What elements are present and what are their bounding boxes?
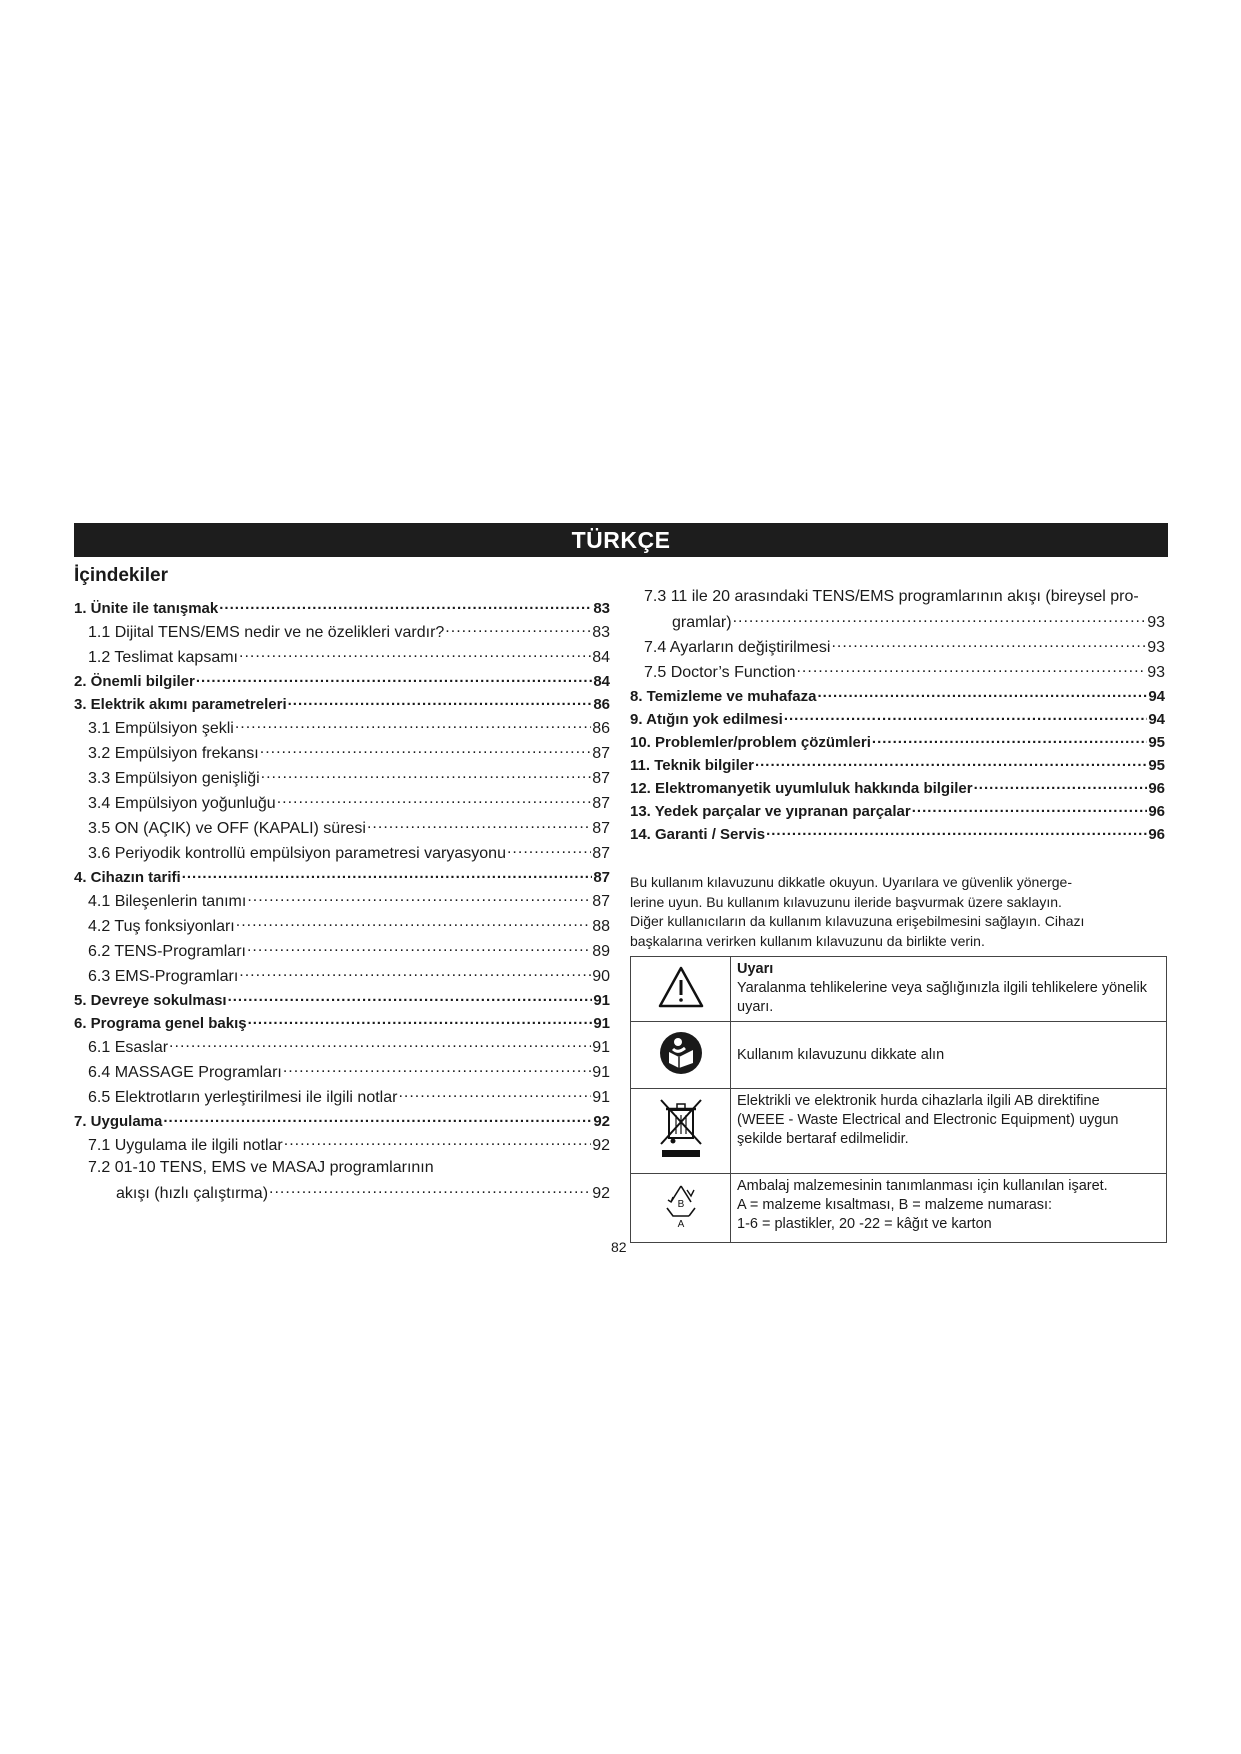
toc-entry: 1.1 Dijital TENS/EMS nedir ve ne özelikleri vardır? ..... 83 [74,621,610,646]
toc-entry: 7.4 Ayarların değiştirilmesi ..... 93 [630,636,1165,661]
read-manual-icon [631,1022,731,1089]
toc-entry: 3.3 Empülsiyon genişliği ..... 87 [74,767,610,792]
toc-entry: 6.1 Esaslar ..... 91 [74,1036,610,1061]
toc-entry: 2. Önemli bilgiler ..... 84 [74,671,610,694]
recycling-icon-b: B [677,1199,684,1210]
toc-entry: 4. Cihazın tarifi ..... 87 [74,867,610,890]
toc-entry: 3. Elektrik akımı parametreleri ..... 86 [74,694,610,717]
toc-entry: 8. Temizleme ve muhafaza ..... 94 [630,686,1165,709]
warning-triangle-icon [631,957,731,1022]
toc-entry: 3.6 Periyodik kontrollü empülsiyon parametresi varyasyonu ..... 87 [74,842,610,867]
toc-entry: 14. Garanti / Servis ..... 96 [630,824,1165,847]
toc-entry: 6.2 TENS-Programları ..... 89 [74,940,610,965]
toc-entry: 10. Problemler/problem çözümleri ..... 95 [630,732,1165,755]
toc-entry: 3.1 Empülsiyon şekli ..... 86 [74,717,610,742]
toc-entry: 6. Programa genel bakış ..... 91 [74,1013,610,1036]
toc-entry-7-2-line1: 7.2 01-10 TENS, EMS ve MASAJ programlarının [88,1159,434,1176]
recycling-icon [631,1174,731,1243]
toc-entry: 6.3 EMS-Programları ..... 90 [74,965,610,990]
symbol-row-weee: Elektrikli ve elektronik hurda cihazlarla ilgili AB direktifine (WEEE - Waste Electrical and Electronic Equipment) uygun şekilde bertaraf edilmelidir. [631,1089,1167,1174]
toc-entry-7-3: gramlar) ..... 93 [630,611,1165,636]
toc-entry: 6.4 MASSAGE Programları ..... 91 [74,1061,610,1086]
toc-entry: 7.1 Uygulama ile ilgili notlar ..... 92 [74,1134,610,1159]
language-header: TÜRKÇE [74,523,1168,557]
toc-entry: 7.5 Doctor’s Function ..... 93 [630,661,1165,686]
toc-entry: 4.2 Tuş fonksiyonları ..... 88 [74,915,610,940]
toc-entry: 9. Atığın yok edilmesi ..... 94 [630,709,1165,732]
toc-entry: 3.5 ON (AÇIK) ve OFF (KAPALI) süresi ..... 87 [74,817,610,842]
toc-entry: 11. Teknik bilgiler ..... 95 [630,755,1165,778]
toc-entry: 6.5 Elektrotların yerleştirilmesi ile ilgili notlar ..... 91 [74,1086,610,1111]
page-number: 82 [611,1239,627,1255]
toc-entry-7-2: akışı (hızlı çalıştırma) ..... 92 [74,1182,610,1207]
toc-entry: 3.4 Empülsiyon yoğunluğu ..... 87 [74,792,610,817]
toc-right-column [630,588,1165,847]
symbol-row-recycle: B A Ambalaj malzemesinin tanımlanması için kullanılan işaret. A = malzeme kısaltması, B = malzeme numarası: 1-6 = plastikler, 20 -22 = kâğıt ve karton [631,1174,1167,1243]
contents-title: İçindekiler [74,565,168,586]
toc-left-column [74,598,610,1207]
toc-entry: 4.1 Bileşenlerin tanımı ..... 87 [74,890,610,915]
toc-entry: 3.2 Empülsiyon frekansı ..... 87 [74,742,610,767]
toc-entry: 7. Uygulama ..... 92 [74,1111,610,1134]
intro-paragraph: Bu kullanım kılavuzunu dikkatle okuyun. Uyarılara ve güvenlik yönerge- lerine uyun. Bu kullanım kılavuzunu ileride başvurmak üzere saklayın. Diğer kullanıcıların da kullanım kılavuzuna erişebilmesini sağlayın. Cihazı başkalarına verirken kullanım kılavuzunu da birlikte verin. [630,874,1085,949]
recycling-icon-a: A [677,1219,684,1230]
toc-entry-7-3-line1: 7.3 11 ile 20 arasındaki TENS/EMS programlarının akışı (bireysel pro- [644,588,1139,605]
crossed-bin-icon [631,1089,731,1174]
symbol-row-warning: Uyarı Yaralanma tehlikelerine veya sağlığınızla ilgili tehlikelere yönelik uyarı. [631,957,1167,1022]
toc-entry: 1.2 Teslimat kapsamı ..... 84 [74,646,610,671]
toc-entry: 13. Yedek parçalar ve yıpranan parçalar ..... 96 [630,801,1165,824]
toc-entry: 1. Ünite ile tanışmak ..... 83 [74,598,610,621]
toc-entry: 5. Devreye sokulması ..... 91 [74,990,610,1013]
symbol-row-manual: Kullanım kılavuzunu dikkate alın [631,1022,1167,1089]
symbols-table [630,956,1167,1243]
toc-entry: 12. Elektromanyetik uyumluluk hakkında bilgiler ..... 96 [630,778,1165,801]
